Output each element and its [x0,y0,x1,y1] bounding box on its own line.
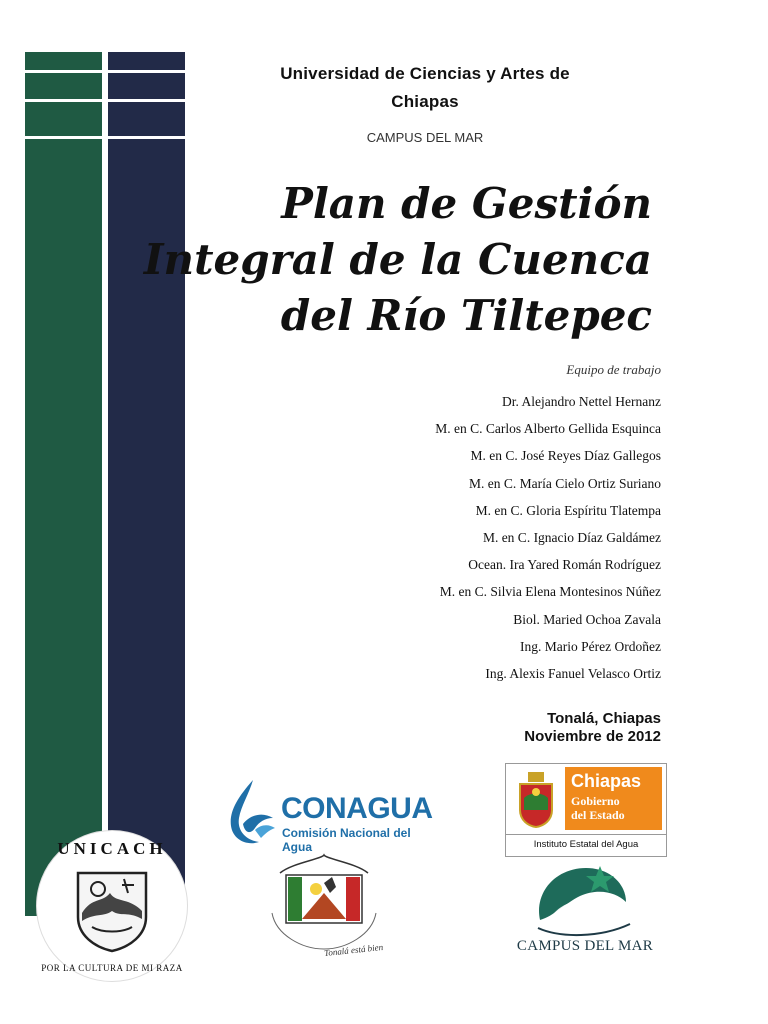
team-member: Ing. Alexis Fanuel Velasco Ortiz [485,666,661,682]
team-member: M. en C. Carlos Alberto Gellida Esquinca [435,421,661,437]
title-line3: del Río Tiltepec [280,291,652,340]
team-member: Ocean. Ira Yared Román Rodríguez [468,557,661,573]
chiapas-label-box [565,767,662,830]
team-member: M. en C. Gloria Espíritu Tlatempa [475,502,661,518]
tonala-municipal-logo [262,853,387,968]
document-title [132,176,652,344]
unicach-name: UNICACH [57,839,167,858]
unicach-shield-icon [72,867,152,953]
bar-stripe [25,136,185,139]
tonala-emblem-icon [262,853,387,953]
team-label: Equipo de trabajo [566,362,661,377]
bar-stripe [25,70,185,73]
place: Tonalá, Chiapas [547,710,661,727]
unicach-motto: POR LA CULTURA DE MI RAZA [41,963,183,973]
chiapas-institute: Instituto Estatal del Agua [506,834,666,850]
conagua-name: CONAGUA [281,792,433,825]
university-name-line2: Chiapas [391,92,459,111]
conagua-emblem-icon [225,778,281,848]
place-date-block [524,710,661,746]
unicach-seal [36,830,188,982]
title-line2: Integral de la Cuenca [143,235,652,284]
campus-name: CAMPUS DEL MAR [366,130,484,145]
date: Noviembre de 2012 [524,728,661,745]
chiapas-subtitle [571,794,625,822]
chiapas-government-logo [505,763,667,857]
team-members-list [435,388,661,687]
conagua-logo [225,778,433,854]
team-member: M. en C. Ignacio Díaz Galdámez [482,530,661,546]
chiapas-subtitle-line2: del Estado [571,808,625,822]
team-member: Dr. Alejandro Nettel Hernanz [502,394,661,409]
campus-del-mar-emblem-icon [530,862,640,940]
chiapas-coat-of-arms-icon [516,770,556,828]
team-member: Biol. Maried Ochoa Zavala [513,611,661,627]
chiapas-name: Chiapas [571,771,642,791]
title-line1: Plan de Gestión [281,179,652,228]
team-member: M. en C. Silvia Elena Montesinos Núñez [439,584,661,600]
conagua-subtitle: Comisión Nacional del Agua [282,826,411,854]
university-name-line1: Universidad de Ciencias y Artes de [280,64,570,83]
campus-del-mar-logo [510,862,660,972]
chiapas-subtitle-line1: Gobierno [571,794,620,808]
green-side-bar [25,52,102,916]
campus-del-mar-name: CAMPUS DEL MAR [516,938,654,954]
team-member: M. en C. José Reyes Díaz Gallegos [470,448,661,464]
team-member: M. en C. María Cielo Ortiz Suriano [469,475,661,491]
tonala-caption: Tonalá está bien [323,941,384,959]
team-member: Ing. Mario Pérez Ordoñez [520,638,661,654]
bar-stripe [25,99,185,102]
